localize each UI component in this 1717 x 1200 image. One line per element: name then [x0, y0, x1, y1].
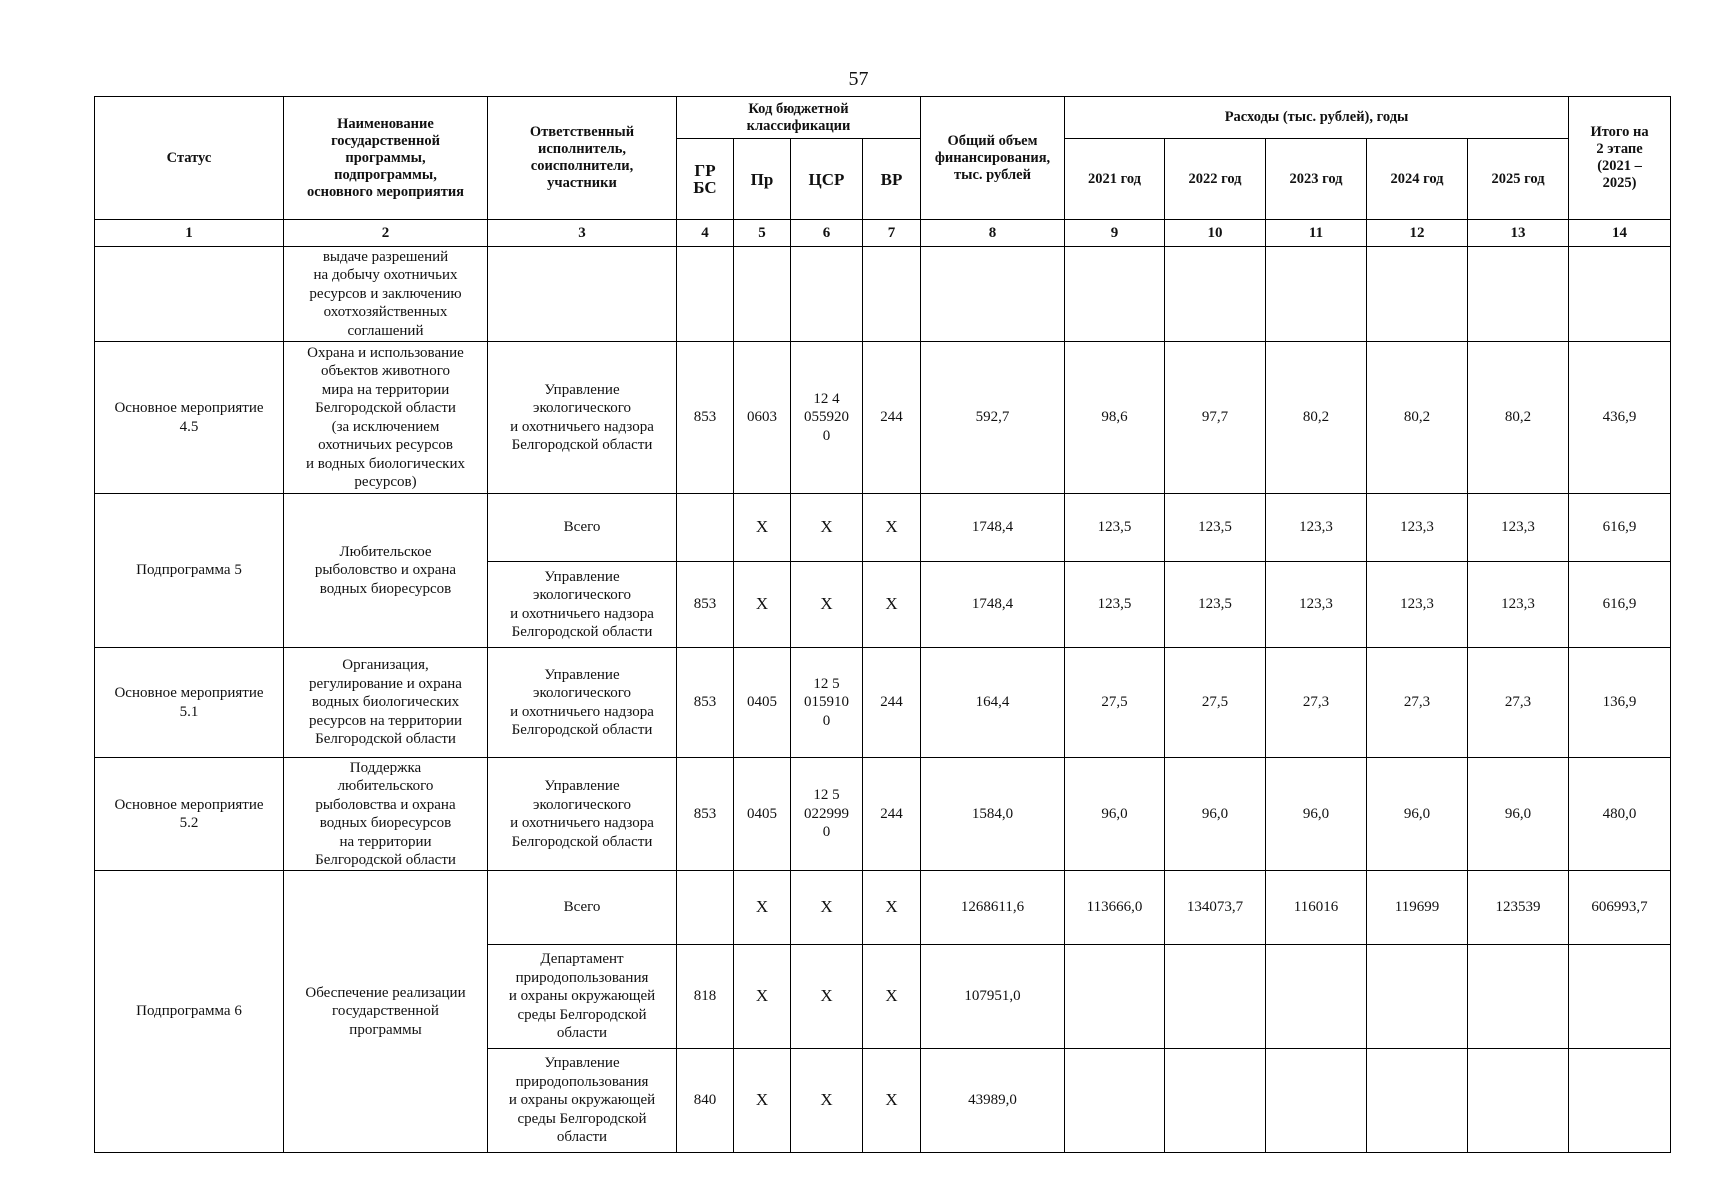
column-number: 11	[1266, 220, 1367, 247]
grbs-cell: 853	[677, 562, 734, 648]
year-cell: 80,2	[1468, 342, 1569, 494]
header-year-2024: 2024 год	[1367, 139, 1468, 220]
pr-cell: 0405	[734, 758, 791, 871]
year-cell	[1065, 945, 1165, 1049]
year-cell: 123,5	[1165, 494, 1266, 562]
column-number-row	[95, 220, 1671, 247]
year-cell: 113666,0	[1065, 871, 1165, 945]
year-cell: 123,3	[1367, 562, 1468, 648]
table-row	[95, 758, 1671, 871]
vr-cell: Х	[863, 945, 921, 1049]
grbs-cell: 840	[677, 1049, 734, 1153]
total-cell: 1584,0	[921, 758, 1065, 871]
responsible-cell: Управление экологического и охотничьего надзора Белгородской области	[488, 758, 677, 871]
sum-cell: 480,0	[1569, 758, 1671, 871]
table-row	[95, 247, 1671, 342]
grbs-cell: 853	[677, 342, 734, 494]
column-number: 9	[1065, 220, 1165, 247]
vr-cell	[863, 247, 921, 342]
vr-cell: Х	[863, 562, 921, 648]
csr-cell: Х	[791, 562, 863, 648]
header-expenses: Расходы (тыс. рублей), годы	[1065, 97, 1569, 139]
table-row	[95, 494, 1671, 562]
csr-cell: 12 5 015910 0	[791, 648, 863, 758]
csr-cell: 12 5 022999 0	[791, 758, 863, 871]
header-grbs: ГР БС	[677, 139, 734, 220]
vr-cell: Х	[863, 494, 921, 562]
sum-cell: 606993,7	[1569, 871, 1671, 945]
column-number: 12	[1367, 220, 1468, 247]
total-cell: 43989,0	[921, 1049, 1065, 1153]
pr-cell: 0405	[734, 648, 791, 758]
year-cell: 123,5	[1165, 562, 1266, 648]
sum-cell	[1569, 945, 1671, 1049]
year-cell: 27,3	[1468, 648, 1569, 758]
grbs-cell	[677, 871, 734, 945]
year-cell	[1165, 1049, 1266, 1153]
year-cell: 97,7	[1165, 342, 1266, 494]
pr-cell: Х	[734, 1049, 791, 1153]
sum-cell: 436,9	[1569, 342, 1671, 494]
total-cell: 1748,4	[921, 494, 1065, 562]
year-cell: 96,0	[1266, 758, 1367, 871]
header-year-2021: 2021 год	[1065, 139, 1165, 220]
pr-cell: Х	[734, 945, 791, 1049]
column-number: 7	[863, 220, 921, 247]
grbs-cell	[677, 247, 734, 342]
year-cell	[1367, 945, 1468, 1049]
header-year-2023: 2023 год	[1266, 139, 1367, 220]
year-cell: 123,5	[1065, 494, 1165, 562]
budget-table	[94, 96, 1671, 1153]
year-cell: 123,3	[1266, 562, 1367, 648]
column-number: 14	[1569, 220, 1671, 247]
year-cell	[1266, 247, 1367, 342]
year-cell	[1468, 945, 1569, 1049]
responsible-cell: Управление природопользования и охраны окружающей среды Белгородской области	[488, 1049, 677, 1153]
header-total-volume: Общий объем финансирования, тыс. рублей	[921, 97, 1065, 220]
name-cell: Обеспечение реализации государственной программы	[284, 871, 488, 1153]
vr-cell: 244	[863, 342, 921, 494]
year-cell: 116016	[1266, 871, 1367, 945]
column-number: 6	[791, 220, 863, 247]
responsible-cell: Департамент природопользования и охраны окружающей среды Белгородской области	[488, 945, 677, 1049]
column-number: 13	[1468, 220, 1569, 247]
year-cell	[1468, 247, 1569, 342]
status-cell: Основное мероприятие 4.5	[95, 342, 284, 494]
year-cell: 27,5	[1165, 648, 1266, 758]
column-number: 10	[1165, 220, 1266, 247]
year-cell	[1266, 945, 1367, 1049]
pr-cell	[734, 247, 791, 342]
header-name: Наименование государственной программы, подпрограммы, основного мероприятия	[284, 97, 488, 220]
year-cell: 123,3	[1468, 494, 1569, 562]
header-vr: ВР	[863, 139, 921, 220]
status-cell	[95, 247, 284, 342]
header-budget-code: Код бюджетной классификации	[677, 97, 921, 139]
vr-cell: Х	[863, 1049, 921, 1153]
column-number: 2	[284, 220, 488, 247]
vr-cell: 244	[863, 648, 921, 758]
name-cell: Охрана и использование объектов животного мира на территории Белгородской области (за исключением охотничьих ресурсов и водных биологических ресурсов)	[284, 342, 488, 494]
header-year-2022: 2022 год	[1165, 139, 1266, 220]
year-cell	[1367, 247, 1468, 342]
grbs-cell: 818	[677, 945, 734, 1049]
year-cell	[1065, 1049, 1165, 1153]
year-cell: 123,5	[1065, 562, 1165, 648]
year-cell: 96,0	[1165, 758, 1266, 871]
table-row	[95, 342, 1671, 494]
year-cell: 123,3	[1367, 494, 1468, 562]
status-cell: Подпрограмма 6	[95, 871, 284, 1153]
year-cell: 134073,7	[1165, 871, 1266, 945]
column-number: 3	[488, 220, 677, 247]
column-number: 8	[921, 220, 1065, 247]
csr-cell: Х	[791, 1049, 863, 1153]
year-cell	[1165, 247, 1266, 342]
sum-cell	[1569, 1049, 1671, 1153]
total-cell: 1748,4	[921, 562, 1065, 648]
year-cell	[1266, 1049, 1367, 1153]
pr-cell: Х	[734, 562, 791, 648]
year-cell	[1065, 247, 1165, 342]
sum-cell: 136,9	[1569, 648, 1671, 758]
grbs-cell: 853	[677, 648, 734, 758]
responsible-cell: Управление экологического и охотничьего надзора Белгородской области	[488, 648, 677, 758]
table-row	[95, 648, 1671, 758]
header-year-2025: 2025 год	[1468, 139, 1569, 220]
header-row-1	[95, 97, 1671, 139]
year-cell: 96,0	[1367, 758, 1468, 871]
year-cell: 123,3	[1468, 562, 1569, 648]
year-cell: 27,3	[1367, 648, 1468, 758]
column-number: 4	[677, 220, 734, 247]
pr-cell: Х	[734, 871, 791, 945]
responsible-cell: Управление экологического и охотничьего надзора Белгородской области	[488, 342, 677, 494]
grbs-cell	[677, 494, 734, 562]
pr-cell: Х	[734, 494, 791, 562]
year-cell	[1165, 945, 1266, 1049]
status-cell: Подпрограмма 5	[95, 494, 284, 648]
year-cell: 80,2	[1266, 342, 1367, 494]
responsible-cell	[488, 247, 677, 342]
total-cell: 1268611,6	[921, 871, 1065, 945]
responsible-cell: Управление экологического и охотничьего надзора Белгородской области	[488, 562, 677, 648]
year-cell: 27,3	[1266, 648, 1367, 758]
column-number: 5	[734, 220, 791, 247]
header-responsible: Ответственный исполнитель, соисполнители, участники	[488, 97, 677, 220]
name-cell: Любительское рыболовство и охрана водных биоресурсов	[284, 494, 488, 648]
csr-cell: 12 4 055920 0	[791, 342, 863, 494]
year-cell: 98,6	[1065, 342, 1165, 494]
header-csr: ЦСР	[791, 139, 863, 220]
year-cell	[1468, 1049, 1569, 1153]
year-cell: 123539	[1468, 871, 1569, 945]
status-cell: Основное мероприятие 5.2	[95, 758, 284, 871]
csr-cell: Х	[791, 871, 863, 945]
year-cell: 96,0	[1065, 758, 1165, 871]
vr-cell: 244	[863, 758, 921, 871]
total-cell	[921, 247, 1065, 342]
csr-cell: Х	[791, 494, 863, 562]
name-cell: Организация, регулирование и охрана водных биологических ресурсов на территории Белгородской области	[284, 648, 488, 758]
year-cell: 119699	[1367, 871, 1468, 945]
sum-cell	[1569, 247, 1671, 342]
sum-cell: 616,9	[1569, 494, 1671, 562]
year-cell	[1367, 1049, 1468, 1153]
year-cell: 27,5	[1065, 648, 1165, 758]
name-cell: Поддержка любительского рыболовства и охрана водных биоресурсов на территории Белгородской области	[284, 758, 488, 871]
csr-cell: Х	[791, 945, 863, 1049]
total-cell: 107951,0	[921, 945, 1065, 1049]
sum-cell: 616,9	[1569, 562, 1671, 648]
total-cell: 592,7	[921, 342, 1065, 494]
year-cell: 96,0	[1468, 758, 1569, 871]
name-cell: выдаче разрешений на добычу охотничьих ресурсов и заключению охотхозяйственных соглашений	[284, 247, 488, 342]
responsible-cell: Всего	[488, 871, 677, 945]
year-cell: 123,3	[1266, 494, 1367, 562]
status-cell: Основное мероприятие 5.1	[95, 648, 284, 758]
pr-cell: 0603	[734, 342, 791, 494]
page-number: 57	[848, 68, 869, 90]
vr-cell: Х	[863, 871, 921, 945]
header-stage-total: Итого на 2 этапе (2021 – 2025)	[1569, 97, 1671, 220]
column-number: 1	[95, 220, 284, 247]
total-cell: 164,4	[921, 648, 1065, 758]
header-pr: Пр	[734, 139, 791, 220]
csr-cell	[791, 247, 863, 342]
table-row	[95, 871, 1671, 945]
grbs-cell: 853	[677, 758, 734, 871]
responsible-cell: Всего	[488, 494, 677, 562]
year-cell: 80,2	[1367, 342, 1468, 494]
header-status: Статус	[95, 97, 284, 220]
